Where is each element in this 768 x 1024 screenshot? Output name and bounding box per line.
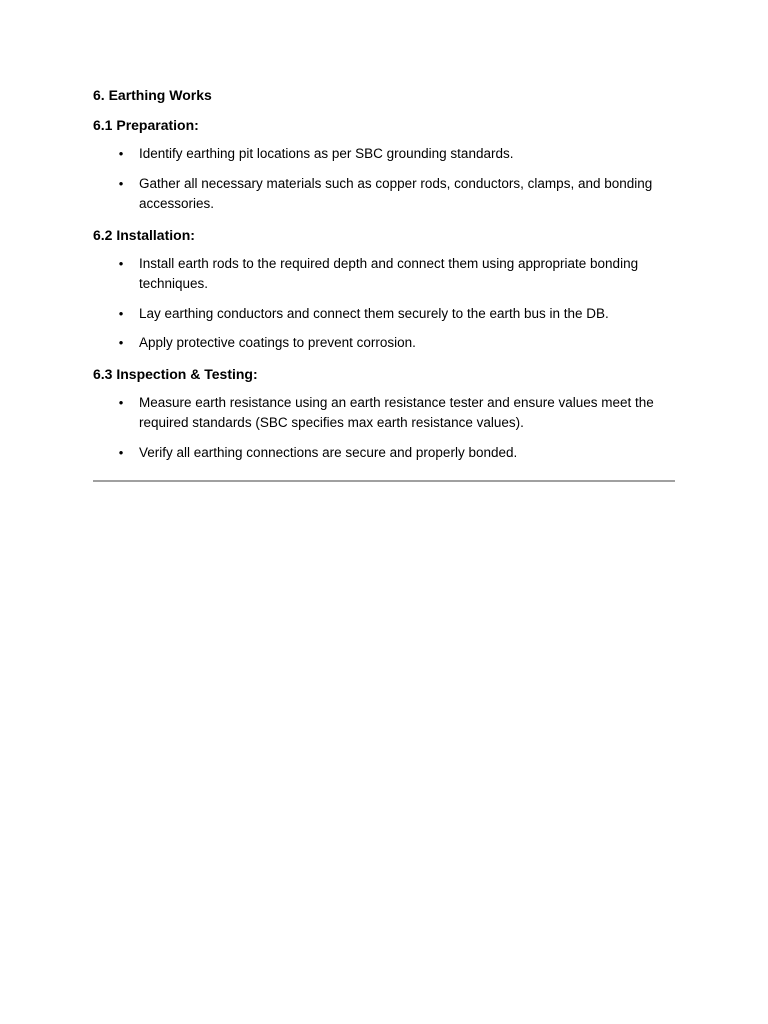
list-item — [93, 304, 675, 325]
subsection-heading-inspection-testing: 6.3 Inspection & Testing: — [93, 365, 258, 382]
list-item-text: Verify all earthing connections are secure and properly bonded. — [139, 444, 518, 460]
list-item-text: Identify earthing pit locations as per SBC grounding standards. — [139, 146, 514, 161]
list-item — [93, 144, 675, 165]
bullet-icon: • — [118, 305, 124, 321]
subsection-heading-installation: 6.2 Installation: — [93, 226, 195, 243]
bullet-icon: • — [118, 444, 124, 460]
bullet-icon: • — [118, 255, 124, 271]
installation-list — [93, 254, 675, 354]
list-item-text: Lay earthing conductors and connect them securely to the earth bus in the DB. — [139, 305, 609, 321]
document-page — [93, 84, 675, 472]
section-title: 6. Earthing Works — [93, 87, 212, 103]
inspection-testing-list — [93, 393, 675, 464]
bullet-icon: • — [118, 394, 124, 410]
bullet-icon: • — [118, 175, 124, 191]
horizontal-divider — [93, 480, 675, 482]
list-item — [93, 333, 675, 354]
bullet-icon: • — [118, 335, 124, 350]
list-item — [93, 254, 675, 295]
bullet-icon: • — [118, 146, 124, 161]
list-item — [93, 393, 675, 434]
list-item-text: Install earth rods to the required depth and connect them using appropriate bonding techniques. — [139, 255, 639, 291]
preparation-list — [93, 144, 675, 215]
list-item-text: Measure earth resistance using an earth resistance tester and ensure values meet the required standards (SBC specifies max earth resistance values). — [139, 394, 654, 430]
list-item — [93, 174, 675, 215]
list-item-text: Gather all necessary materials such as copper rods, conductors, clamps, and bonding accessories. — [139, 175, 653, 211]
list-item-text: Apply protective coatings to prevent corrosion. — [139, 335, 416, 350]
list-item — [93, 443, 675, 464]
subsection-heading-preparation: 6.1 Preparation: — [93, 117, 199, 133]
